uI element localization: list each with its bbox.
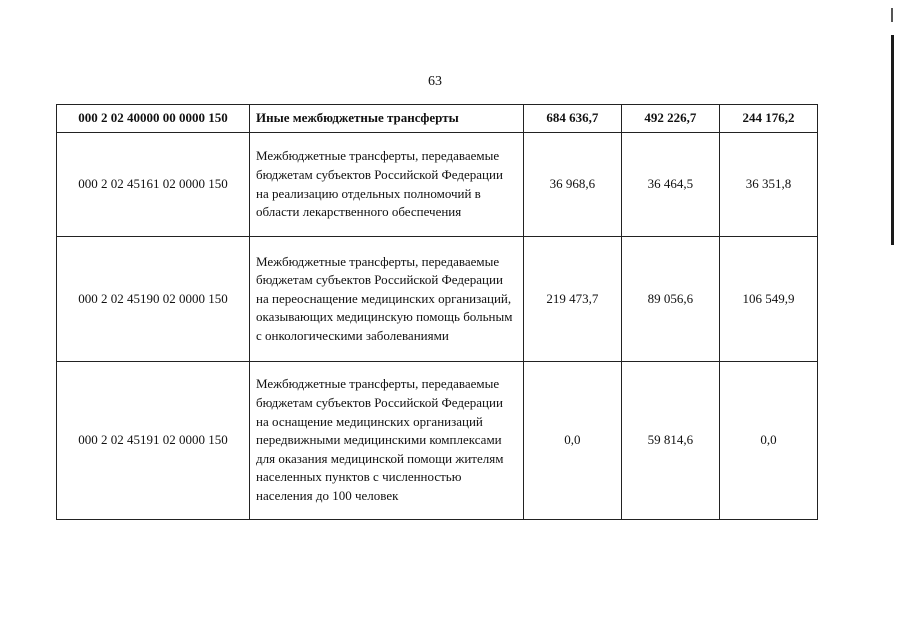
row-value-1: 219 473,7 — [523, 237, 621, 362]
row-value-3: 0,0 — [719, 362, 817, 520]
row-value-3: 106 549,9 — [719, 237, 817, 362]
row-value-2: 492 226,7 — [621, 105, 719, 133]
row-code: 000 2 02 40000 00 0000 150 — [57, 105, 250, 133]
row-code: 000 2 02 45190 02 0000 150 — [57, 237, 250, 362]
row-value-1: 36 968,6 — [523, 133, 621, 237]
row-value-3: 36 351,8 — [719, 133, 817, 237]
row-code: 000 2 02 45161 02 0000 150 — [57, 133, 250, 237]
row-value-2: 59 814,6 — [621, 362, 719, 520]
table-row — [57, 237, 818, 362]
table-row — [57, 133, 818, 237]
row-name: Межбюджетные трансферты, передаваемые бюджетам субъектов Российской Федерации на реализацию отдельных полномочий в области лекарственного обеспечения — [250, 133, 524, 237]
page-number: 63 — [428, 74, 442, 89]
row-name: Иные межбюджетные трансферты — [250, 105, 524, 133]
table-row-total — [57, 105, 818, 133]
budget-table — [56, 104, 818, 520]
row-name: Межбюджетные трансферты, передаваемые бюджетам субъектов Российской Федерации на оснащение медицинских организаций передвижными медицинскими комплексами для оказания медицинской помощи жителям населенных пунктов с численностью населения до 100 человек — [250, 362, 524, 520]
row-value-2: 89 056,6 — [621, 237, 719, 362]
row-value-1: 0,0 — [523, 362, 621, 520]
table-row — [57, 362, 818, 520]
row-value-2: 36 464,5 — [621, 133, 719, 237]
row-name: Межбюджетные трансферты, передаваемые бюджетам субъектов Российской Федерации на переоснащение медицинских организаций, оказывающих медицинскую помощь больным с онкологическими заболеваниями — [250, 237, 524, 362]
scan-edge-mark — [891, 8, 893, 22]
row-value-3: 244 176,2 — [719, 105, 817, 133]
row-code: 000 2 02 45191 02 0000 150 — [57, 362, 250, 520]
scan-edge-bar — [891, 35, 894, 245]
row-value-1: 684 636,7 — [523, 105, 621, 133]
